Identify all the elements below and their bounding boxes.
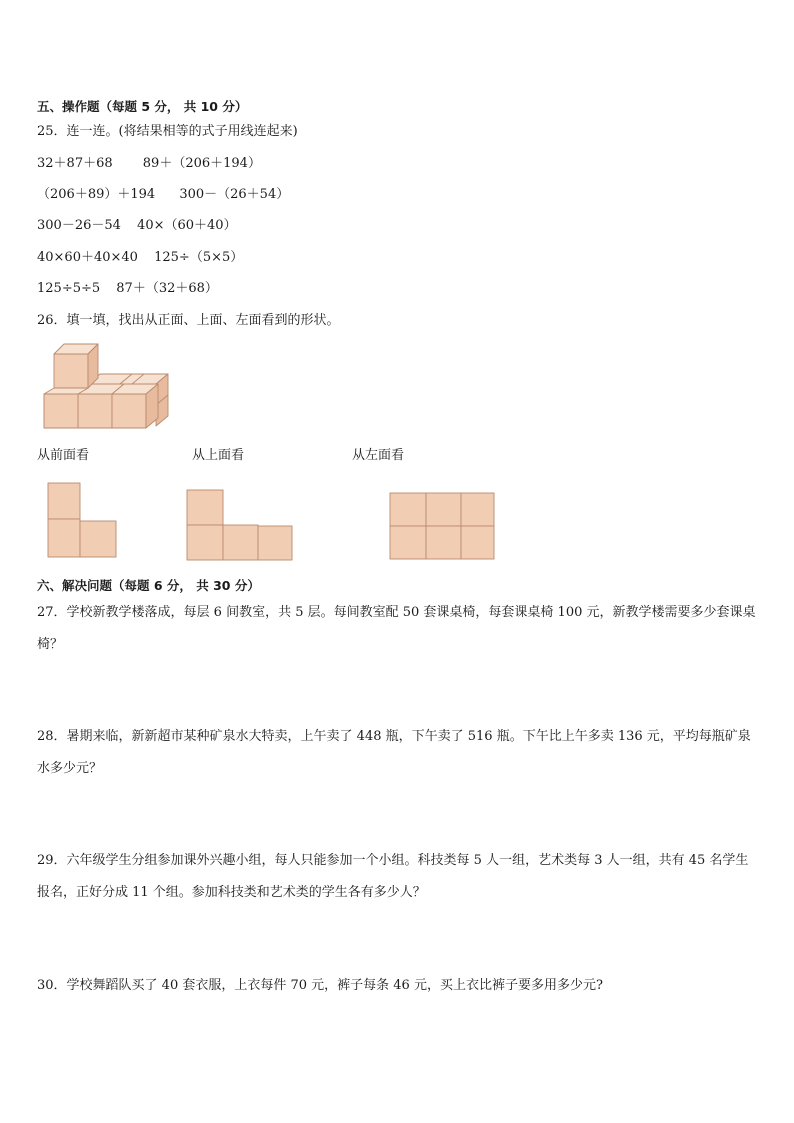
q25-right-expression: 300－（26＋54） [179,187,290,202]
question-25-prompt: 25．连一连。(将结果相等的式子用线连起来) [37,124,298,139]
view-label-top: 从上面看 [192,448,245,463]
q25-row-4 [37,250,243,266]
q25-right-expression: 87＋（32＋68） [116,281,218,296]
square [187,490,223,525]
view-label-front: 从前面看 [37,448,90,463]
square [187,525,223,560]
q25-row-1 [37,156,261,172]
view-label-left: 从左面看 [352,448,405,463]
section-five-heading: 五、操作题（每题 5 分， 共 10 分） [37,99,248,114]
q25-right-expression: 125÷（5×5） [154,250,244,265]
square [461,493,494,526]
square [80,521,116,557]
square [390,493,426,526]
square [48,483,80,519]
square [461,526,494,559]
q25-row-2 [37,187,289,203]
q25-row-5 [37,281,218,297]
question-26-prompt: 26．填一填，找出从正面、上面、左面看到的形状。 [37,313,340,328]
cube-front-face [44,394,78,428]
q25-right-expression: 40×（60＋40） [137,218,237,233]
square [426,493,461,526]
q25-left-expression: （206＋89）＋194 [37,187,156,202]
q25-left-expression: 125÷5÷5 [37,281,101,296]
question-27: 27．学校新教学楼落成，每层 6 间教室，共 5 层。每间教室配 50 套课桌椅，每套课桌椅 100 元，新教学楼需要多少套课桌椅？ [37,605,756,652]
square [426,526,461,559]
cube-front-face [112,394,146,428]
q25-left-expression: 32＋87＋68 [37,156,113,171]
q25-right-expression: 89＋（206＋194） [142,156,261,171]
left-view-shape [389,492,497,562]
square [390,526,426,559]
cube-front-face [78,394,112,428]
q25-left-expression: 40×60＋40×40 [37,250,138,265]
square [48,519,80,557]
cube-arrangement-figure [38,338,178,438]
section-six-heading: 六、解决问题（每题 6 分， 共 30 分） [37,578,260,593]
q25-left-expression: 300－26－54 [37,218,121,233]
question-30: 30．学校舞蹈队买了 40 套衣服，上衣每件 70 元，裤子每条 46 元，买上衣比裤子要多用多少元? [37,978,603,993]
q25-row-3 [37,218,237,234]
question-28: 28．暑期来临，新新超市某种矿泉水大特卖，上午卖了 448 瓶，下午卖了 516 瓶。下午比上午多卖 136 元，平均每瓶矿泉水多少元？ [37,729,751,776]
square [223,525,258,560]
top-view-shape [186,489,296,563]
cube-front-face [54,354,88,388]
square [258,526,292,560]
front-view-shape [46,481,118,561]
question-29: 29．六年级学生分组参加课外兴趣小组，每人只能参加一个小组。科技类每 5 人一组，艺术类每 3 人一组，共有 45 名学生报名，正好分成 11 个组。参加科技类和艺术类的学生各有多少人？ [37,853,749,900]
